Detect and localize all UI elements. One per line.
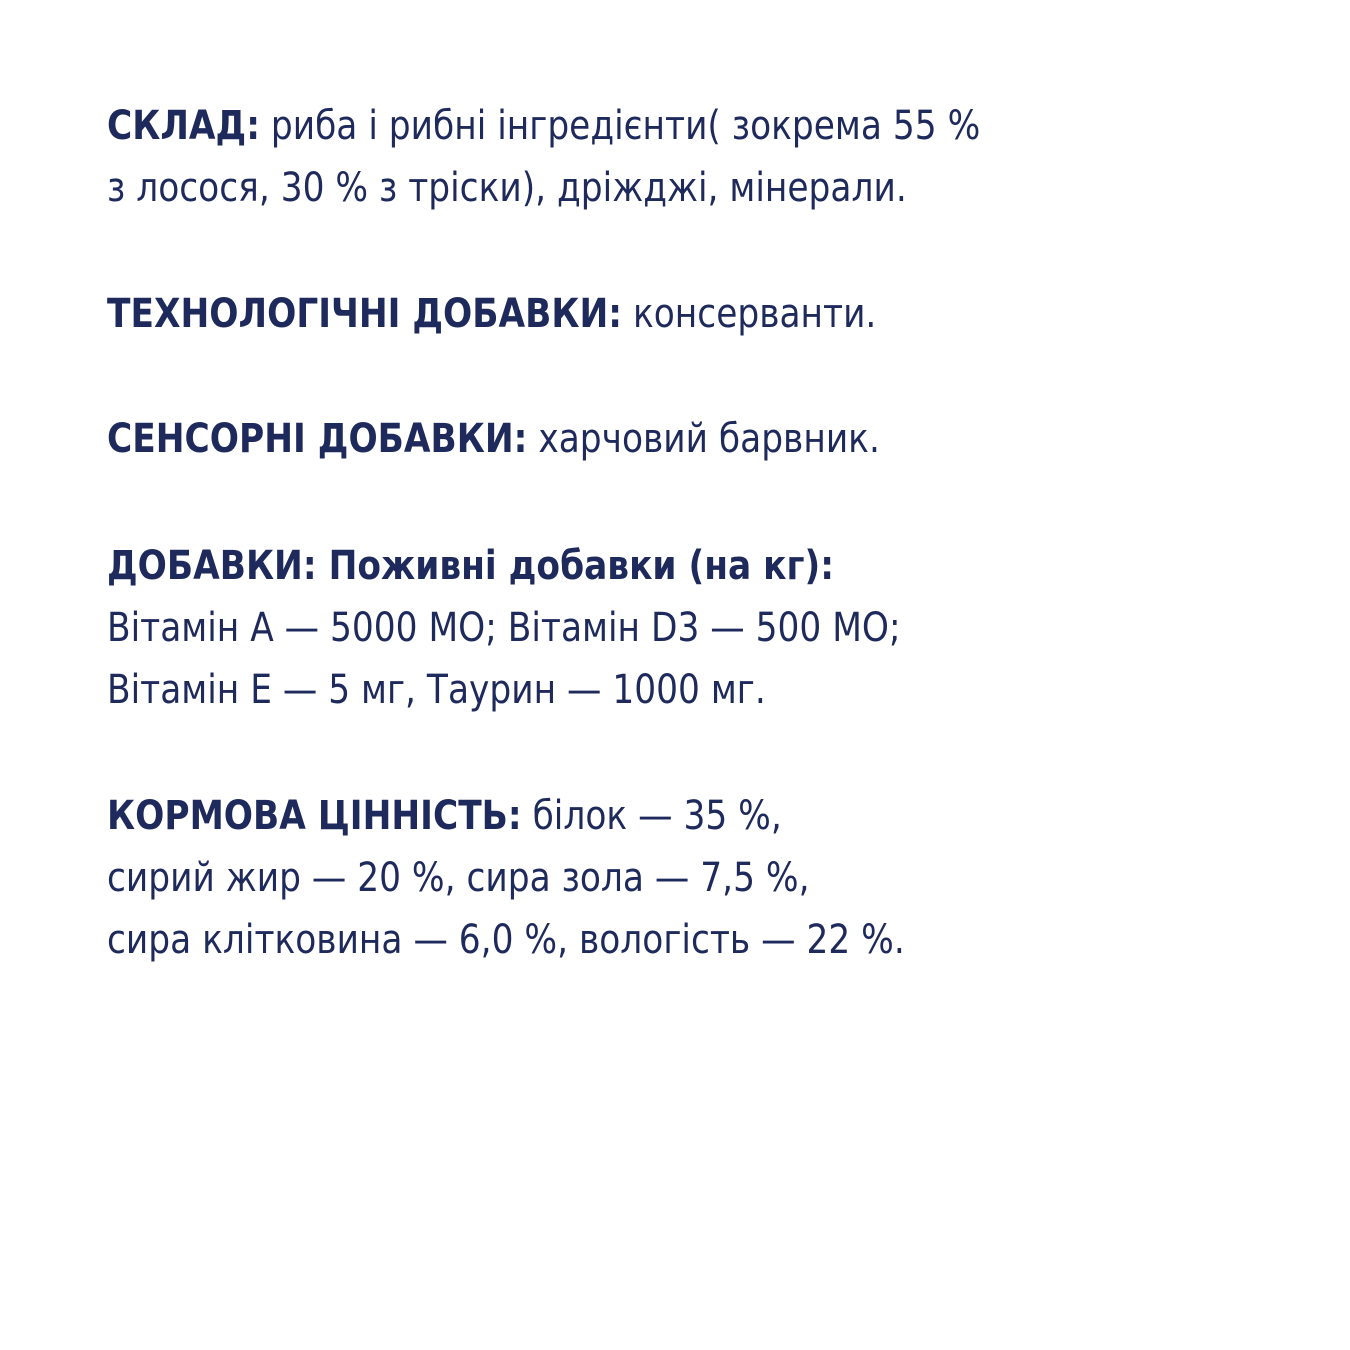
composition-text: риба і рибні інгредієнти( зокрема 55 % <box>259 103 981 149</box>
nutritional-value-line-2 <box>107 847 1311 909</box>
technological-additives-line <box>107 283 1311 345</box>
nutritional-value-text: сирий жир — 20 %, сира зола — 7,5 %, <box>107 855 810 901</box>
sensory-additives-label: СЕНСОРНІ ДОБАВКИ: <box>107 416 528 462</box>
nutritional-value-line-3 <box>107 909 1311 971</box>
additives-line-1 <box>107 535 1311 597</box>
composition-line-2 <box>107 157 1311 219</box>
section-nutritional-value <box>107 785 1350 971</box>
sensory-additives-line <box>107 408 1311 470</box>
technological-additives-text: консерванти. <box>622 291 877 337</box>
section-additives <box>107 535 1350 721</box>
nutritional-value-label: КОРМОВА ЦІННІСТЬ: <box>107 793 522 839</box>
additives-line-3 <box>107 659 1311 721</box>
composition-label: СКЛАД: <box>107 103 260 149</box>
additives-vitamins-text: Вітамін А — 5000 МО; Вітамін D3 — 500 МО; <box>107 605 901 651</box>
section-technological-additives <box>107 283 1350 345</box>
additives-vitamins-text: Вітамін Е — 5 мг, Таурин — 1000 мг. <box>107 667 766 713</box>
technological-additives-label: ТЕХНОЛОГІЧНІ ДОБАВКИ: <box>107 291 623 337</box>
composition-line-1 <box>107 95 1311 157</box>
nutritional-additives-sublabel: Поживні добавки (на кг): <box>316 543 834 589</box>
section-composition <box>107 95 1350 219</box>
sensory-additives-text: харчовий барвник. <box>527 416 880 462</box>
additives-line-2 <box>107 597 1311 659</box>
additives-label: ДОБАВКИ: <box>107 543 317 589</box>
section-sensory-additives <box>107 408 1350 470</box>
nutritional-value-text: сира клітковина — 6,0 %, вологість — 22 %. <box>107 917 905 963</box>
composition-text: з лосося, 30 % з тріски), дріжджі, мінерали. <box>107 165 907 211</box>
nutritional-value-line-1 <box>107 785 1311 847</box>
nutritional-value-text: білок — 35 %, <box>521 793 782 839</box>
